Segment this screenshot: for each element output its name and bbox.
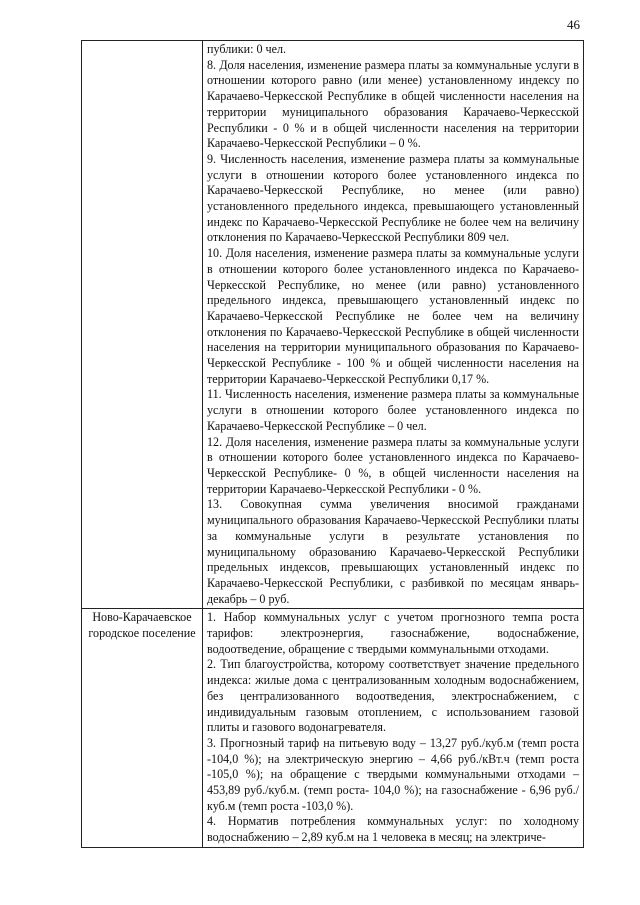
municipality-cell (82, 41, 203, 609)
description-cell (203, 609, 584, 848)
paragraph: 9. Численность населения, изменение размера платы за коммунальные услуги в отношении которого более установленного индекса по Карачаево-Черкесской Республике, но менее (или равно) установленного предельного индекса, превышающего установленный индекс по Карачаево-Черкесской Республике не более чем на величину отклонения по Карачаево-Черкесской Республики 809 чел. (207, 151, 579, 245)
paragraph: 11. Численность населения, изменение размера платы за коммунальные услуги в отношении которого более установленного индекса по Карачаево-Черкесской Республике – 0 чел. (207, 387, 579, 433)
table-row (82, 41, 584, 609)
municipal-tariff-table (81, 40, 584, 848)
paragraph: 4. Норматив потребления коммунальных услуг: по холодному водоснабжению – 2,89 куб.м на 1 человека в месяц; на электриче- (207, 814, 579, 845)
page-number: 46 (567, 17, 580, 32)
description-cell (203, 41, 584, 609)
paragraph: публики: 0 чел. (207, 42, 287, 56)
paragraph: 12. Доля населения, изменение размера платы за коммунальные услуги в отношении которого более установленного индекса по Карачаево-Черкесской Республике- 0 %, в общей численности населения на территории Карачаево-Черкесской Республики - 0 %. (207, 434, 579, 496)
paragraph: 1. Набор коммунальных услуг с учетом прогнозного темпа роста тарифов: электроэнергия, газоснабжение, водоснабжение, водоотведение, обращение с твердыми коммунальными отходами. (207, 610, 579, 656)
paragraph: 13. Совокупная сумма увеличения вносимой гражданами муниципального образования Карачаево-Черкесской Республики платы за коммунальные услуги в результате установления по муниципальному образованию Карачаево-Черкесской Республики предельных индексов, превышающих установленный индекс по Карачаево-Черкесской Республики, с разбивкой по месяцам январь-декабрь – 0 руб. (207, 497, 579, 606)
municipality-cell: Ново-Карачаевское городское поселение (82, 609, 203, 848)
paragraph: 2. Тип благоустройства, которому соответствует значение предельного индекса: жилые дома с централизованным холодным водоснабжением, без централизованного водоотведения, электроснабжением, с индивидуальным газовым отоплением, с использованием газовой плиты и газового водонагревателя. (207, 657, 579, 735)
paragraph: 8. Доля населения, изменение размера платы за коммунальные услуги в отношении которого равно (или менее) установленному индексу по Карачаево-Черкесской Республике в общей численности населения на территории муниципального образования Карачаево-Черкесской Республики - 0 % и в общей численности населения на территории Карачаево-Черкесской Республики – 0 %. (207, 57, 579, 151)
paragraph: 10. Доля населения, изменение размера платы за коммунальные услуги в отношении которого более установленного индекса по Карачаево-Черкесской Республике, но менее (или равно) установленного предельного индекса, превышающего установленный индекс по Карачаево-Черкесской Республике не более чем на величину отклонения по Карачаево-Черкесской Республике в общей численности населения на территории муниципального образования по Карачаево-Черкесской Республике - 100 % и общей численности населения на территории Карачаево-Черкесской Республики 0,17 %. (207, 246, 579, 386)
paragraph: 3. Прогнозный тариф на питьевую воду – 13,27 руб./куб.м (темп роста -104,0 %); на электрическую энергию – 4,66 руб./кВт.ч (темп роста -105,0 %); на обращение с твердыми коммунальными отходами – 453,89 руб./куб.м. (темп роста- 104,0 %); на газоснабжение - 6,96 руб./куб.м (темп роста -103,0 %). (207, 735, 579, 813)
table-row (82, 609, 584, 848)
